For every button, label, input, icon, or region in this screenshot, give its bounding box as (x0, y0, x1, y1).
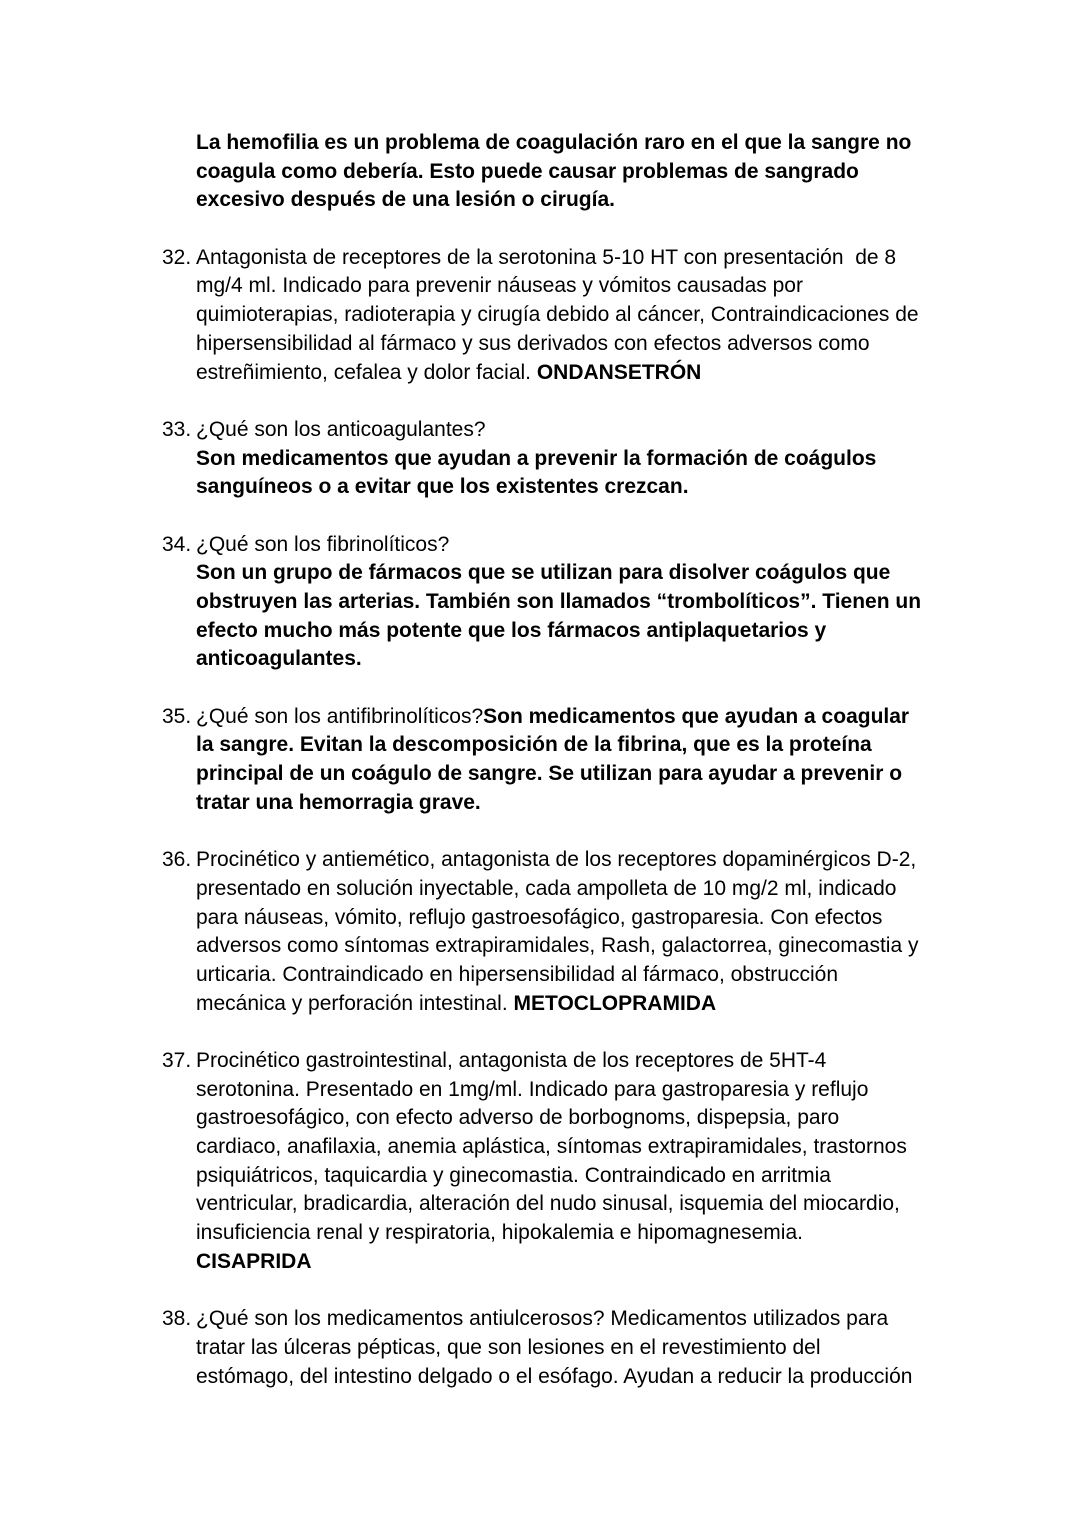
text: cardiaco, anafilaxia, anemia aplástica, síntomas extrapiramidales, trastornos (196, 1135, 907, 1159)
bold-text: METOCLOPRAMIDA (513, 991, 717, 1015)
text-line (0, 1104, 1080, 1133)
text: estreñimiento, cefalea y dolor facial. (196, 360, 537, 384)
bold-text: Son medicamentos que ayudan a coagular (483, 704, 910, 728)
text-line (0, 760, 1080, 789)
text-line (0, 932, 1080, 961)
paragraph (0, 129, 1080, 215)
bold-text: ONDANSETRÓN (536, 360, 702, 384)
text-line (0, 1076, 1080, 1105)
bold-text: coagula como debería. Esto puede causar problemas de sangrado (196, 159, 859, 183)
list-item (0, 531, 1080, 674)
text-line (0, 731, 1080, 760)
text: Procinético gastrointestinal, antagonista de los receptores de 5HT-4 (196, 1049, 827, 1072)
bold-text: obstruyen las arterias. También son llamados “trombolíticos”. Tienen un (196, 590, 922, 613)
text-line (0, 129, 1080, 158)
bold-text: principal de un coágulo de sangre. Se utilizan para ayudar a prevenir o (196, 762, 903, 786)
text-line (0, 1219, 1080, 1248)
text-line (0, 617, 1080, 646)
list-number: 36. (162, 848, 192, 872)
text-line (0, 1133, 1080, 1162)
bold-text: Son medicamentos que ayudan a prevenir la formación de coágulos (196, 446, 877, 470)
text-line (0, 904, 1080, 933)
list-number: 38. (162, 1307, 192, 1331)
text-line (0, 158, 1080, 187)
list-item (0, 416, 1080, 502)
text: estómago, del intestino delgado o el esófago. Ayudan a reducir la producción (196, 1364, 913, 1388)
text-line (0, 445, 1080, 474)
text: serotonina. Presentado en 1mg/ml. Indicado para gastroparesia y reflujo (196, 1077, 869, 1101)
text: para náuseas, vómito, reflujo gastroesofágico, gastroparesia. Con efectos (196, 905, 883, 929)
list-number: 37. (162, 1049, 192, 1072)
text-line (0, 1162, 1080, 1191)
text: mg/4 ml. Indicado para prevenir náuseas y vómitos causadas por (196, 274, 803, 298)
text-line (0, 359, 1080, 388)
list-number: 33. (162, 417, 192, 441)
text: hipersensibilidad al fármaco y sus derivados con efectos adversos como (196, 331, 870, 355)
text: quimioterapias, radioterapia y cirugía debido al cáncer, Contraindicaciones de (196, 303, 919, 327)
text-line (0, 645, 1080, 674)
bold-text: tratar una hemorragia grave. (196, 790, 481, 814)
text-line (0, 559, 1080, 588)
text-line (0, 330, 1080, 359)
text: ¿Qué son los antifibrinolíticos? (196, 704, 484, 728)
text: Procinético y antiemético, antagonista de los receptores dopaminérgicos D-2, (196, 848, 917, 872)
text: ¿Qué son los medicamentos antiulcerosos? Medicamentos utilizados para (196, 1307, 889, 1331)
text: presentado en solución inyectable, cada ampolleta de 10 mg/2 ml, indicado (196, 876, 897, 900)
text-line (0, 875, 1080, 904)
text-line (0, 301, 1080, 330)
text: ventricular, bradicardia, alteración del nudo sinusal, isquemia del miocardio, (196, 1192, 900, 1216)
text-line (0, 473, 1080, 502)
bold-text: CISAPRIDA (196, 1249, 312, 1273)
text: adversos como síntomas extrapiramidales, Rash, galactorrea, ginecomastia y (196, 934, 919, 958)
list-number: 35. (162, 704, 192, 728)
list-number: 34. (162, 532, 192, 556)
text: mecánica y perforación intestinal. (196, 991, 514, 1015)
list-number: 32. (162, 245, 192, 269)
document-page (0, 129, 1080, 1420)
bold-text: Son un grupo de fármacos que se utilizan para disolver coágulos que (196, 561, 891, 585)
list-item (0, 846, 1080, 1018)
text-line (0, 990, 1080, 1019)
text: tratar las úlceras pépticas, que son lesiones en el revestimiento del (196, 1335, 821, 1359)
list-item (0, 244, 1080, 387)
text-line (0, 186, 1080, 215)
bold-text: anticoagulantes. (196, 647, 362, 671)
text-line (0, 272, 1080, 301)
text: insuficiencia renal y respiratoria, hipokalemia e hipomagnesemia. (196, 1221, 803, 1245)
text: urticaria. Contraindicado en hipersensibilidad al fármaco, obstrucción (196, 962, 839, 986)
bold-text: efecto mucho más potente que los fármacos antiplaquetarios y (196, 618, 827, 642)
list-item (0, 1047, 1080, 1277)
text-line (0, 588, 1080, 617)
list-item (0, 703, 1080, 818)
text-line (0, 961, 1080, 990)
text: ¿Qué son los fibrinolíticos? (196, 532, 450, 556)
text-line (0, 1363, 1080, 1392)
bold-text: sanguíneos o a evitar que los existentes crezcan. (196, 475, 689, 499)
text-line (0, 1334, 1080, 1363)
text: gastroesofágico, con efecto adverso de borbognoms, dispepsia, paro (196, 1106, 840, 1130)
list-item (0, 1305, 1080, 1391)
text: Antagonista de receptores de la serotonina 5-10 HT con presentación de 8 (196, 245, 897, 269)
bold-text: excesivo después de una lesión o cirugía. (196, 188, 615, 212)
text: ¿Qué son los anticoagulantes? (196, 417, 486, 441)
bold-text: la sangre. Evitan la descomposición de la fibrina, que es la proteína (196, 733, 872, 757)
text-line (0, 789, 1080, 818)
text-line (0, 1248, 1080, 1277)
text-line (0, 1190, 1080, 1219)
bold-text: La hemofilia es un problema de coagulación raro en el que la sangre no (196, 131, 912, 154)
text: psiquiátricos, taquicardia y ginecomastia. Contraindicado en arritmia (196, 1163, 831, 1187)
